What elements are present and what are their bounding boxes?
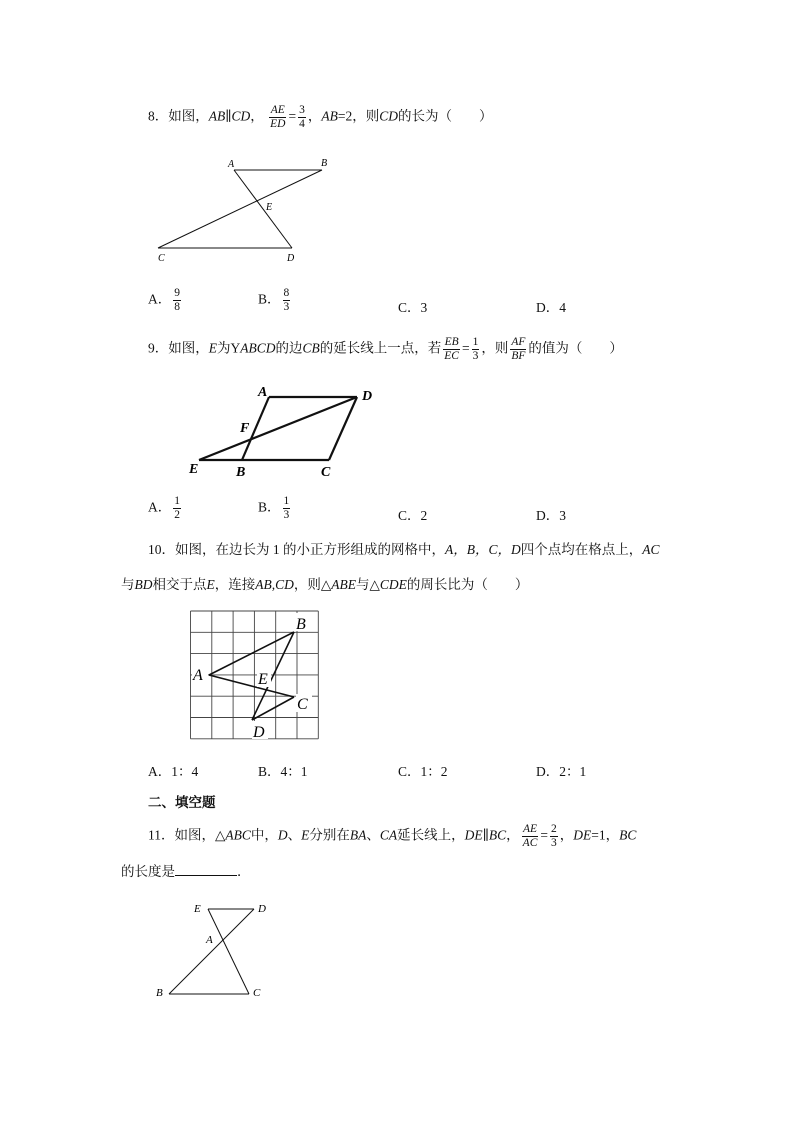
q9-option-d[interactable]: D．3 (536, 508, 566, 523)
q11-stem-line2: 的长度是 ． (121, 861, 251, 882)
q10-label-D: D (253, 724, 265, 741)
q8-option-a[interactable]: A． $\frac{9}{8}$ (148, 287, 180, 313)
q8-option-d[interactable]: D．4 (536, 300, 566, 315)
q9-label-B: B (236, 465, 246, 480)
q8-label-D: D (287, 253, 295, 264)
q11-figure (150, 895, 280, 1005)
q10-option-d[interactable]: D．2：1 (536, 764, 587, 779)
q8-label-C: C (158, 253, 165, 264)
q10-label-C: C (297, 696, 308, 713)
q9-label-C: C (321, 465, 331, 480)
q9-option-c[interactable]: C．2 (398, 508, 428, 523)
q11-label-C: C (253, 987, 261, 999)
q9-option-b[interactable]: B． $\frac{1}{3}$ (258, 495, 290, 521)
q11-label-D: D (258, 903, 266, 915)
q11-label-A: A (206, 934, 213, 946)
q8-stem: 8．如图，AB∥CD， $\frac{AE}{ED}$ = $\frac{3}{4}$ ，AB=2，则CD的长为（ ） (148, 104, 493, 130)
q11-answer-blank[interactable] (175, 861, 237, 876)
q10-label-B: B (296, 616, 306, 633)
section-heading-fill-in: 二、填空题 (148, 795, 216, 811)
q8-option-b[interactable]: B． $\frac{8}{3}$ (258, 287, 290, 313)
q10-grid-figure (188, 610, 320, 746)
q8-figure (150, 152, 340, 267)
q8-value-fraction: $\frac{3}{4}$ (299, 104, 305, 130)
q9-label-F: F (240, 421, 250, 436)
q10-label-E: E (258, 671, 268, 688)
q10-option-b[interactable]: B．4：1 (258, 764, 308, 779)
q9-stem: 9．如图，E为YABCD的边CB的延长线上一点，若 $\frac{EB}{EC}$ = $\frac{1}{3}$ ，则 $\frac{AF}{BF}$ 的值为（ ） (148, 336, 623, 362)
q10-stem-line1: 10．如图，在边长为 1 的小正方形组成的网格中，A，B，C，D四个点均在格点上，AC (148, 542, 660, 557)
q9-label-E: E (189, 462, 199, 477)
q9-figure (185, 380, 385, 480)
q10-label-A: A (193, 667, 203, 684)
q8-option-c[interactable]: C．3 (398, 300, 428, 315)
q8-label-E: E (266, 202, 273, 213)
q11-label-B: B (156, 987, 163, 999)
q9-label-D: D (362, 389, 373, 404)
q8-label-B: B (321, 158, 328, 169)
q8-ratio-fraction: $\frac{AE}{ED}$ (270, 104, 286, 130)
q9-label-A: A (258, 385, 268, 400)
q10-option-c[interactable]: C．1：2 (398, 764, 448, 779)
q10-option-a[interactable]: A．1：4 (148, 764, 199, 779)
q11-label-E: E (194, 903, 201, 915)
q9-option-a[interactable]: A． $\frac{1}{2}$ (148, 495, 180, 521)
q11-stem-line1: 11．如图，△ABC中，D、E分别在BA、CA延长线上，DE∥BC， $\frac{AE}{AC}$ = $\frac{2}{3}$ ，DE=1，BC (148, 823, 637, 849)
q8-label-A: A (228, 159, 235, 170)
q10-stem-line2: 与BD相交于点E，连接AB,CD，则△ABE与△CDE的周长比为（ ） (121, 577, 529, 592)
